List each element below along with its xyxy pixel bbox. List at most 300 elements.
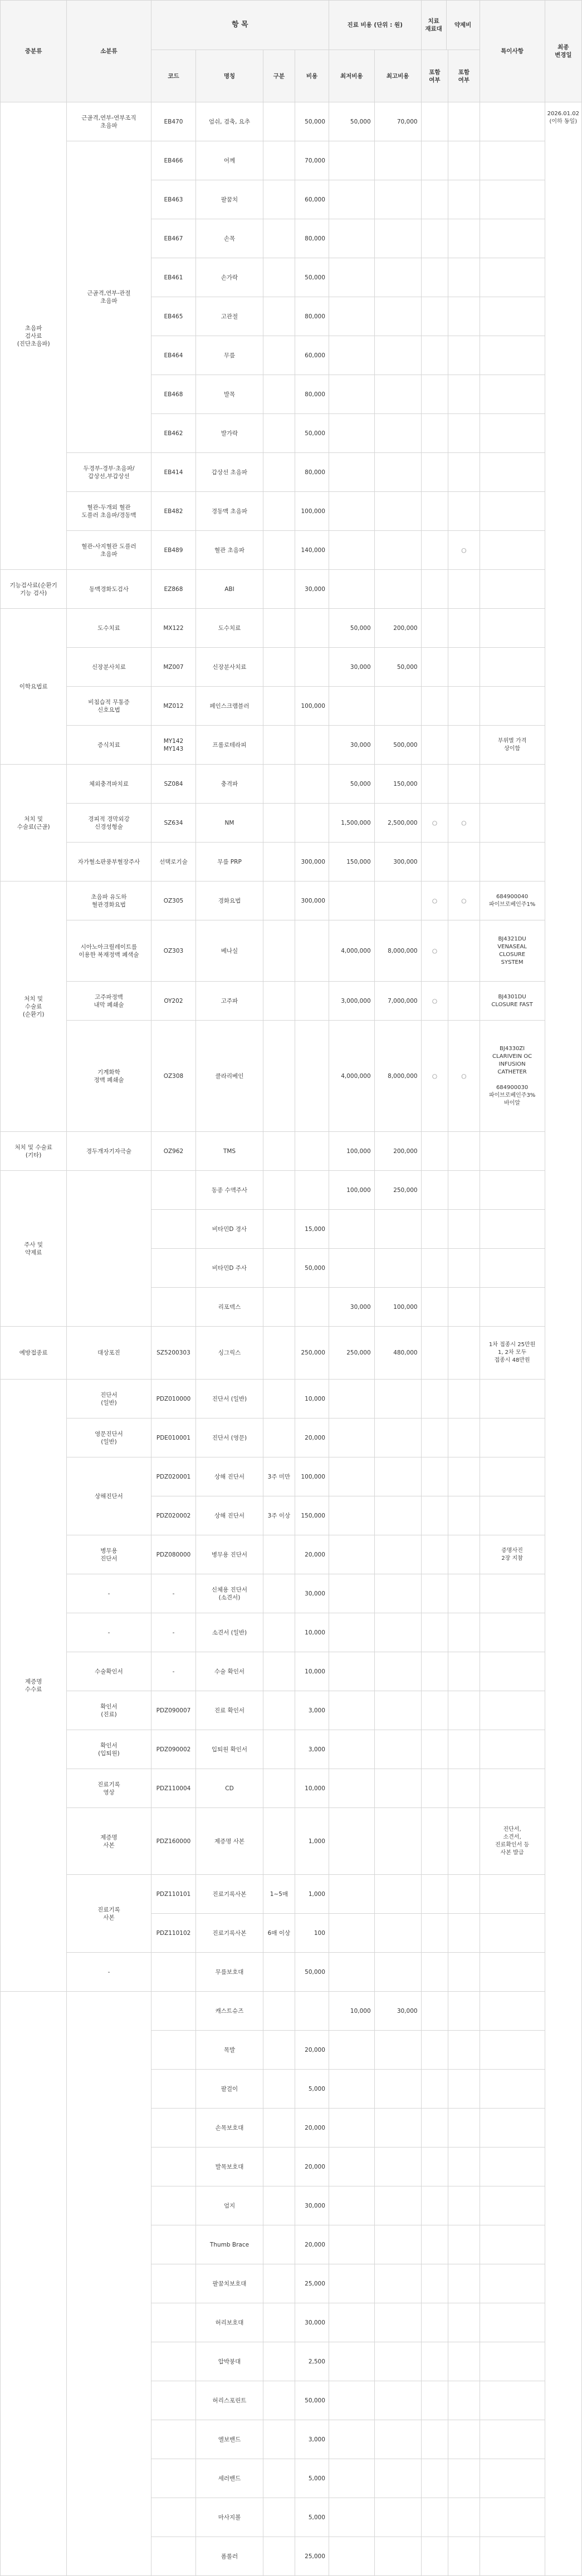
code-cell: [151, 2225, 196, 2264]
drug-included-cell: [448, 1457, 480, 1496]
cost-cell: 80,000: [295, 219, 329, 258]
division-cell: [263, 2225, 295, 2264]
name-cell: TMS: [196, 1132, 263, 1171]
cost-cell: 50,000: [295, 102, 329, 141]
material-included-cell: [421, 336, 448, 375]
division-cell: [263, 982, 295, 1021]
division-cell: [263, 453, 295, 492]
code-cell: EB489: [151, 531, 196, 570]
cost-cell: 100,000: [295, 687, 329, 726]
code-cell: PDZ090002: [151, 1730, 196, 1769]
max-cost-cell: 500,000: [374, 726, 421, 765]
code-cell: MZ007: [151, 648, 196, 687]
min-cost-cell: [329, 2303, 374, 2342]
table-row: [1, 1953, 582, 1992]
name-cell: 갑상선 초음파: [196, 453, 263, 492]
min-cost-cell: 50,000: [329, 102, 374, 141]
division-cell: [263, 920, 295, 982]
max-cost-cell: [374, 2342, 421, 2381]
division-cell: [263, 2186, 295, 2225]
notes-cell: [480, 1914, 545, 1953]
material-included-cell: [421, 570, 448, 609]
drug-included-cell: [448, 2186, 480, 2225]
notes-cell: [480, 453, 545, 492]
division-cell: [263, 1327, 295, 1380]
code-cell: OY202: [151, 982, 196, 1021]
drug-included-cell: [448, 492, 480, 531]
max-cost-cell: [374, 180, 421, 219]
material-included-cell: [421, 375, 448, 414]
notes-cell: [480, 1249, 545, 1288]
cost-cell: 100: [295, 1914, 329, 1953]
division-cell: [263, 2148, 295, 2186]
cost-cell: [295, 765, 329, 804]
drug-included-cell: ○: [448, 881, 480, 920]
max-cost-cell: [374, 1249, 421, 1288]
division-cell: 3주 이상: [263, 1496, 295, 1535]
cost-cell: 20,000: [295, 1535, 329, 1574]
material-included-cell: [421, 2186, 448, 2225]
material-included-cell: [421, 1132, 448, 1171]
notes-cell: [480, 2186, 545, 2225]
cost-cell: 5,000: [295, 2498, 329, 2537]
max-cost-cell: 100,000: [374, 1288, 421, 1327]
drug-included-cell: [448, 1418, 480, 1457]
min-cost-cell: [329, 2264, 374, 2303]
notes-cell: [480, 1574, 545, 1613]
min-cost-cell: [329, 1691, 374, 1730]
max-cost-cell: [374, 2537, 421, 2576]
category-cell: 제증명 수수료: [1, 1380, 67, 1992]
notes-cell: [480, 180, 545, 219]
division-cell: [263, 1210, 295, 1249]
max-cost-cell: [374, 2225, 421, 2264]
table-row: [1, 1535, 582, 1574]
drug-included-cell: [448, 1327, 480, 1380]
notes-cell: [480, 531, 545, 570]
division-cell: [263, 726, 295, 765]
drug-included-cell: [448, 2109, 480, 2148]
min-cost-cell: [329, 570, 374, 609]
min-cost-cell: [329, 2537, 374, 2576]
division-cell: [263, 1171, 295, 1210]
max-cost-cell: [374, 1496, 421, 1535]
header-cost: 비용: [295, 50, 329, 102]
subcategory-cell: 진료기록 사본: [67, 1875, 151, 1953]
name-cell: 도수치료: [196, 609, 263, 648]
drug-included-cell: [448, 219, 480, 258]
min-cost-cell: 50,000: [329, 609, 374, 648]
notes-cell: [480, 1691, 545, 1730]
table-row: [1, 1875, 582, 1914]
drug-included-cell: [448, 843, 480, 881]
table-row: [1, 1992, 582, 2031]
drug-included-cell: [448, 1875, 480, 1914]
drug-included-cell: [448, 336, 480, 375]
min-cost-cell: 100,000: [329, 1132, 374, 1171]
cost-cell: 20,000: [295, 2109, 329, 2148]
table-row: [1, 1418, 582, 1457]
name-cell: 압박붕대: [196, 2342, 263, 2381]
name-cell: 무릎: [196, 336, 263, 375]
code-cell: [151, 2070, 196, 2109]
name-cell: 진료기록사본: [196, 1914, 263, 1953]
division-cell: [263, 2381, 295, 2420]
notes-cell: [480, 2303, 545, 2342]
code-cell: SZ5200303: [151, 1327, 196, 1380]
cost-cell: [295, 1021, 329, 1132]
category-cell: 기능검사료(순환기 기능 검사): [1, 570, 67, 609]
notes-cell: [480, 2109, 545, 2148]
min-cost-cell: [329, 1808, 374, 1875]
cost-cell: 30,000: [295, 570, 329, 609]
table-row: [1, 102, 582, 141]
cost-cell: 3,000: [295, 1691, 329, 1730]
division-cell: [263, 336, 295, 375]
min-cost-cell: [329, 375, 374, 414]
name-cell: 진단서 (일반): [196, 1380, 263, 1418]
table-row: [1, 570, 582, 609]
material-included-cell: [421, 1914, 448, 1953]
header-notes: 특이사항: [480, 1, 545, 102]
material-included-cell: [421, 609, 448, 648]
cost-cell: 60,000: [295, 180, 329, 219]
header-name: 명칭: [196, 50, 263, 102]
table-row: [1, 804, 582, 843]
cost-cell: [295, 726, 329, 765]
max-cost-cell: [374, 1953, 421, 1992]
code-cell: [151, 2459, 196, 2498]
code-cell: [151, 2264, 196, 2303]
max-cost-cell: [374, 414, 421, 453]
code-cell: [151, 1171, 196, 1210]
division-cell: [263, 1288, 295, 1327]
code-cell: PDZ090007: [151, 1691, 196, 1730]
name-cell: 허리스포린트: [196, 2381, 263, 2420]
min-cost-cell: 30,000: [329, 1288, 374, 1327]
name-cell: Thumb Brace: [196, 2225, 263, 2264]
min-cost-cell: [329, 219, 374, 258]
min-cost-cell: [329, 1380, 374, 1418]
notes-cell: [480, 2459, 545, 2498]
division-cell: [263, 1730, 295, 1769]
cost-cell: 20,000: [295, 2148, 329, 2186]
header-max-cost: 최고비용: [374, 50, 421, 102]
min-cost-cell: [329, 2186, 374, 2225]
notes-cell: [480, 2031, 545, 2070]
name-cell: 신장분사치료: [196, 648, 263, 687]
notes-cell: BJ4321DU VENASEAL CLOSURE SYSTEM: [480, 920, 545, 982]
category-cell: 처치 및 수술료 (순환기): [1, 881, 67, 1132]
cost-cell: 1,000: [295, 1808, 329, 1875]
cost-cell: 250,000: [295, 1327, 329, 1380]
notes-cell: [480, 336, 545, 375]
division-cell: [263, 1769, 295, 1808]
code-cell: [151, 2342, 196, 2381]
division-cell: 6매 이상: [263, 1914, 295, 1953]
min-cost-cell: 4,000,000: [329, 1021, 374, 1132]
code-cell: PDZ020002: [151, 1496, 196, 1535]
max-cost-cell: 250,000: [374, 1171, 421, 1210]
material-included-cell: [421, 2148, 448, 2186]
category-cell: 주사 및 약제료: [1, 1171, 67, 1327]
notes-cell: 부위별 가격 상이함: [480, 726, 545, 765]
division-cell: [263, 492, 295, 531]
header-date: 최종 변경일: [545, 1, 581, 102]
notes-cell: [480, 141, 545, 180]
notes-cell: [480, 1418, 545, 1457]
min-cost-cell: [329, 2459, 374, 2498]
notes-cell: [480, 2070, 545, 2109]
code-cell: [151, 1249, 196, 1288]
division-cell: [263, 1249, 295, 1288]
subcategory-cell: 혈관-사지혈관 도플러 초음파: [67, 531, 151, 570]
cost-cell: 30,000: [295, 2303, 329, 2342]
max-cost-cell: [374, 375, 421, 414]
drug-included-cell: [448, 297, 480, 336]
division-cell: [263, 102, 295, 141]
notes-cell: [480, 1457, 545, 1496]
name-cell: 팔걸이: [196, 2070, 263, 2109]
code-cell: OZ308: [151, 1021, 196, 1132]
material-included-cell: [421, 297, 448, 336]
division-cell: [263, 531, 295, 570]
min-cost-cell: [329, 1652, 374, 1691]
notes-cell: [480, 1613, 545, 1652]
notes-cell: [480, 1953, 545, 1992]
subcategory-cell: 증식치료: [67, 726, 151, 765]
subcategory-cell: 초음파 유도하 혈관경화요법: [67, 881, 151, 920]
material-included-cell: [421, 219, 448, 258]
notes-cell: [480, 102, 545, 141]
subcategory-cell: 시아노아크릴레이트를 이용한 복재정맥 폐색술: [67, 920, 151, 982]
drug-included-cell: [448, 726, 480, 765]
name-cell: 혈관 초음파: [196, 531, 263, 570]
header-min-cost: 최저비용: [329, 50, 374, 102]
cost-cell: 20,000: [295, 2225, 329, 2264]
division-cell: [263, 258, 295, 297]
name-cell: 베나실: [196, 920, 263, 982]
material-included-cell: [421, 102, 448, 141]
name-cell: 싱그릭스: [196, 1327, 263, 1380]
min-cost-cell: [329, 2070, 374, 2109]
subcategory-cell: 비침습적 무통증 신호요법: [67, 687, 151, 726]
header-subcategory: 소분류: [67, 1, 151, 102]
notes-cell: [480, 219, 545, 258]
min-cost-cell: 10,000: [329, 1992, 374, 2031]
cost-cell: 2,500: [295, 2342, 329, 2381]
material-included-cell: [421, 1574, 448, 1613]
division-cell: [263, 1418, 295, 1457]
drug-included-cell: [448, 1730, 480, 1769]
max-cost-cell: 7,000,000: [374, 982, 421, 1021]
table-row: [1, 1613, 582, 1652]
max-cost-cell: 70,000: [374, 102, 421, 141]
table-row: [1, 492, 582, 531]
subcategory-cell: 상해진단서: [67, 1457, 151, 1535]
min-cost-cell: [329, 141, 374, 180]
table-row: [1, 765, 582, 804]
material-included-cell: ○: [421, 982, 448, 1021]
min-cost-cell: [329, 1769, 374, 1808]
division-cell: [263, 1691, 295, 1730]
code-cell: [151, 2498, 196, 2537]
code-cell: EB463: [151, 180, 196, 219]
division-cell: [263, 1613, 295, 1652]
subcategory-cell: 동맥경화도검사: [67, 570, 151, 609]
min-cost-cell: [329, 2342, 374, 2381]
drug-included-cell: [448, 2070, 480, 2109]
material-included-cell: [421, 2109, 448, 2148]
category-cell: 이학요법료: [1, 609, 67, 765]
code-cell: [151, 2186, 196, 2225]
table-row: [1, 920, 582, 982]
name-cell: 진료 확인서: [196, 1691, 263, 1730]
cost-cell: 300,000: [295, 843, 329, 881]
drug-included-cell: ○: [448, 1021, 480, 1132]
name-cell: 상해 진단서: [196, 1496, 263, 1535]
notes-cell: [480, 1769, 545, 1808]
subcategory-cell: 영문진단서 (일반): [67, 1418, 151, 1457]
notes-cell: [480, 258, 545, 297]
material-included-cell: [421, 1613, 448, 1652]
header-material: 치료 재료대: [422, 1, 447, 50]
division-cell: [263, 180, 295, 219]
cost-cell: 50,000: [295, 1249, 329, 1288]
name-cell: 캐스트슈즈: [196, 1992, 263, 2031]
name-cell: 목발: [196, 2031, 263, 2070]
name-cell: 세러밴드: [196, 2459, 263, 2498]
material-included-cell: [421, 453, 448, 492]
drug-included-cell: [448, 453, 480, 492]
drug-included-cell: [448, 375, 480, 414]
name-cell: 진단서 (영문): [196, 1418, 263, 1457]
name-cell: 엄쉬, 겸축, 요추: [196, 102, 263, 141]
code-cell: MY142 MY143: [151, 726, 196, 765]
cost-cell: 150,000: [295, 1496, 329, 1535]
max-cost-cell: [374, 1210, 421, 1249]
name-cell: 고주파: [196, 982, 263, 1021]
division-cell: [263, 881, 295, 920]
notes-cell: [480, 2498, 545, 2537]
cost-table-body: [1, 102, 582, 2576]
division-cell: 1~5매: [263, 1875, 295, 1914]
drug-included-cell: [448, 141, 480, 180]
cost-cell: 80,000: [295, 297, 329, 336]
cost-cell: 5,000: [295, 2070, 329, 2109]
max-cost-cell: [374, 881, 421, 920]
table-row: [1, 1457, 582, 1496]
material-included-cell: [421, 1992, 448, 2031]
drug-included-cell: [448, 1380, 480, 1418]
code-cell: EB414: [151, 453, 196, 492]
material-included-cell: [421, 1496, 448, 1535]
subcategory-cell: 혈관-두개외 혈관 도플러 초음파/경동맥: [67, 492, 151, 531]
code-cell: PDZ110004: [151, 1769, 196, 1808]
cost-cell: 25,000: [295, 2537, 329, 2576]
notes-cell: BJ4330ZI CLARIVEIN OC INFUSION CATHETER 684900030 파이브로베인주3% 바이알: [480, 1021, 545, 1132]
notes-cell: [480, 2342, 545, 2381]
subcategory-cell: 제증명 사본: [67, 1808, 151, 1875]
max-cost-cell: [374, 2264, 421, 2303]
min-cost-cell: [329, 1730, 374, 1769]
code-cell: [151, 1210, 196, 1249]
material-included-cell: [421, 1535, 448, 1574]
header-cost-group-extra: [421, 1, 480, 50]
division-cell: [263, 2459, 295, 2498]
code-cell: PDZ110102: [151, 1914, 196, 1953]
code-cell: EB464: [151, 336, 196, 375]
material-included-cell: [421, 1418, 448, 1457]
max-cost-cell: [374, 2303, 421, 2342]
division-cell: [263, 219, 295, 258]
division-cell: [263, 1808, 295, 1875]
subcategory-cell: 확인서 (입퇴원): [67, 1730, 151, 1769]
min-cost-cell: 3,000,000: [329, 982, 374, 1021]
drug-included-cell: [448, 570, 480, 609]
cost-cell: 30,000: [295, 2186, 329, 2225]
max-cost-cell: 150,000: [374, 765, 421, 804]
table-row: [1, 141, 582, 180]
drug-included-cell: [448, 2031, 480, 2070]
table-row: [1, 1769, 582, 1808]
division-cell: [263, 2264, 295, 2303]
notes-cell: [480, 1496, 545, 1535]
code-cell: SZ084: [151, 765, 196, 804]
drug-included-cell: [448, 982, 480, 1021]
min-cost-cell: [329, 687, 374, 726]
category-cell: 초음파 검사료 (진단초음파): [1, 102, 67, 570]
min-cost-cell: 150,000: [329, 843, 374, 881]
max-cost-cell: [374, 531, 421, 570]
cost-cell: 5,000: [295, 2459, 329, 2498]
code-cell: 선택로기술: [151, 843, 196, 881]
notes-cell: BJ4301DU CLOSURE FAST: [480, 982, 545, 1021]
max-cost-cell: 300,000: [374, 843, 421, 881]
name-cell: 무릎보호대: [196, 1953, 263, 1992]
cost-cell: 10,000: [295, 1613, 329, 1652]
material-included-cell: [421, 1875, 448, 1914]
material-included-cell: [421, 1249, 448, 1288]
name-cell: 입퇴원 확인서: [196, 1730, 263, 1769]
drug-included-cell: [448, 1496, 480, 1535]
category-cell: 처치 및 수술료(근골): [1, 765, 67, 881]
division-cell: [263, 2303, 295, 2342]
min-cost-cell: [329, 2420, 374, 2459]
division-cell: [263, 609, 295, 648]
division-cell: [263, 765, 295, 804]
table-row: [1, 1691, 582, 1730]
division-cell: [263, 297, 295, 336]
notes-cell: [480, 2420, 545, 2459]
code-cell: EB470: [151, 102, 196, 141]
division-cell: [263, 414, 295, 453]
name-cell: 손목보호대: [196, 2109, 263, 2148]
max-cost-cell: 8,000,000: [374, 1021, 421, 1132]
min-cost-cell: [329, 1535, 374, 1574]
code-cell: PDE010001: [151, 1418, 196, 1457]
table-row: [1, 726, 582, 765]
name-cell: 발목보호대: [196, 2148, 263, 2186]
material-included-cell: ○: [421, 920, 448, 982]
material-included-cell: [421, 2381, 448, 2420]
division-cell: [263, 1652, 295, 1691]
max-cost-cell: 30,000: [374, 1992, 421, 2031]
cost-cell: [295, 920, 329, 982]
division-cell: [263, 648, 295, 687]
drug-included-cell: [448, 2420, 480, 2459]
subcategory-cell: 도수치료: [67, 609, 151, 648]
